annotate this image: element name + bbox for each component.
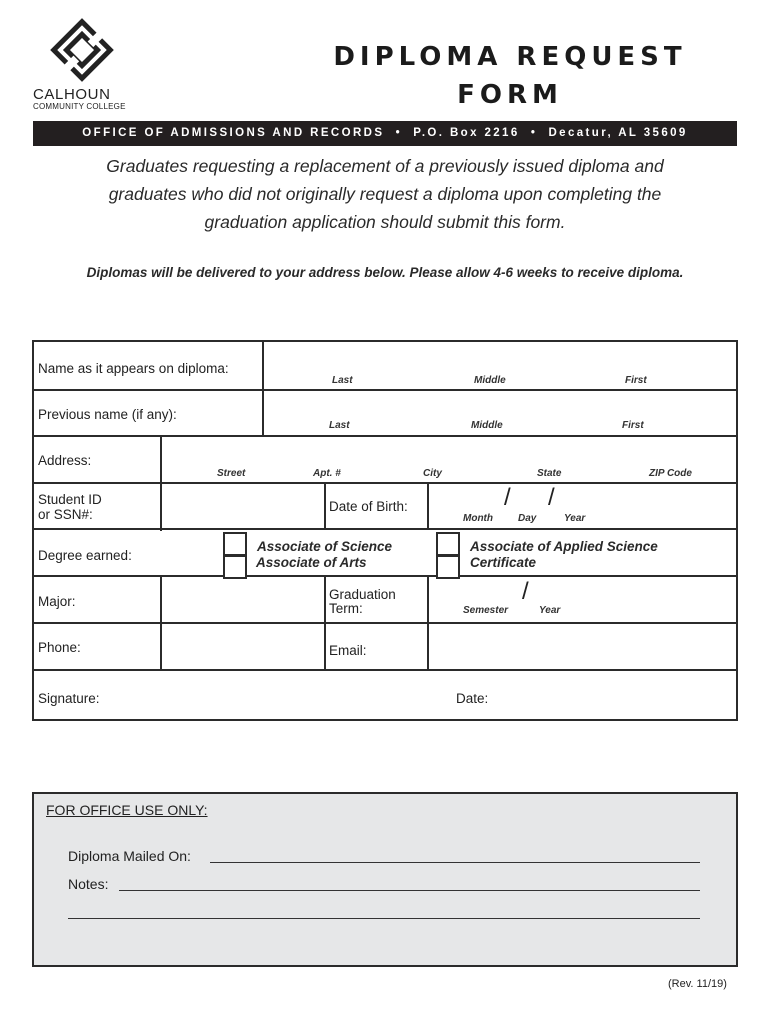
dob-day-caption: Day — [518, 513, 537, 524]
email-label: Email: — [329, 643, 367, 658]
student-id-label-2: or SSN#: — [38, 507, 93, 522]
signature-label: Signature: — [38, 691, 100, 706]
dob-slash-1: / — [504, 484, 511, 511]
grad-term-label-2: Term: — [329, 601, 363, 616]
notes-line-1[interactable] — [119, 890, 700, 891]
name-last-caption: Last — [332, 375, 353, 386]
aas-checkbox[interactable] — [436, 532, 460, 556]
name-first-caption: First — [625, 375, 647, 386]
title-line-1: DIPLOMA REQUEST — [333, 42, 687, 72]
signature-field[interactable] — [114, 671, 444, 719]
diploma-mailed-line[interactable] — [210, 862, 700, 863]
phone-field[interactable] — [162, 624, 324, 669]
date-field[interactable] — [496, 671, 736, 719]
dob-month-caption: Month — [463, 513, 493, 524]
major-label: Major: — [38, 594, 76, 609]
aas-option-label: Associate of Applied Science — [470, 539, 658, 554]
aa-checkbox[interactable] — [223, 555, 247, 579]
office-use-box — [32, 792, 738, 967]
term-year-caption: Year — [539, 605, 561, 616]
prev-first-caption: First — [622, 420, 644, 431]
dob-label: Date of Birth: — [329, 499, 408, 514]
intro-line-3: graduation application should submit this form. — [204, 212, 566, 232]
address-apt-caption: Apt. # — [313, 468, 341, 479]
notes-label: Notes: — [68, 876, 109, 892]
prev-middle-caption: Middle — [471, 420, 503, 431]
date-label: Date: — [456, 691, 489, 706]
student-id-label-1: Student ID — [38, 492, 102, 507]
office-use-heading: FOR OFFICE USE ONLY: — [46, 802, 208, 818]
name-on-diploma-label: Name as it appears on diploma: — [38, 361, 229, 376]
intro-line-1: Graduates requesting a replacement of a previously issued diploma and — [106, 156, 664, 176]
intro-line-2: graduates who did not originally request a diploma upon completing the — [108, 184, 662, 204]
diploma-mailed-label: Diploma Mailed On: — [68, 848, 191, 864]
grad-term-label-1: Graduation — [329, 587, 396, 602]
address-city-caption: City — [423, 468, 442, 479]
name-middle-caption: Middle — [474, 375, 506, 386]
address-street-caption: Street — [217, 468, 246, 479]
previous-name-label: Previous name (if any): — [38, 407, 177, 422]
office-address-band: OFFICE OF ADMISSIONS AND RECORDS • P.O. Box 2216 • Decatur, AL 35609 — [33, 121, 737, 146]
address-zip-caption: ZIP Code — [649, 468, 692, 479]
certificate-checkbox[interactable] — [436, 555, 460, 579]
dob-year-caption: Year — [564, 513, 586, 524]
as-checkbox[interactable] — [223, 532, 247, 556]
notes-line-2[interactable] — [68, 918, 700, 919]
major-field[interactable] — [162, 577, 324, 622]
address-label: Address: — [38, 453, 92, 468]
revision-note: (Rev. 11/19) — [668, 978, 727, 990]
phone-label: Phone: — [38, 640, 81, 655]
title-line-2: FORM — [457, 80, 563, 110]
logo-subtitle: COMMUNITY COLLEGE — [33, 102, 126, 111]
term-semester-caption: Semester — [463, 605, 509, 616]
request-form — [32, 340, 738, 721]
aa-option-label: Associate of Arts — [256, 555, 367, 570]
delivery-notice: Diplomas will be delivered to your address below. Please allow 4-6 weeks to receive diploma. — [86, 265, 684, 280]
page-title — [330, 38, 690, 114]
email-field[interactable] — [429, 624, 736, 669]
intro-text — [60, 152, 710, 236]
term-slash: / — [522, 578, 529, 605]
logo-name: CALHOUN — [33, 86, 111, 103]
as-option-label: Associate of Science — [257, 539, 393, 554]
dob-slash-2: / — [548, 484, 555, 511]
address-state-caption: State — [537, 468, 562, 479]
certificate-option-label: Certificate — [470, 555, 537, 570]
prev-last-caption: Last — [329, 420, 350, 431]
degree-earned-label: Degree earned: — [38, 548, 132, 563]
student-id-field[interactable] — [162, 484, 324, 528]
